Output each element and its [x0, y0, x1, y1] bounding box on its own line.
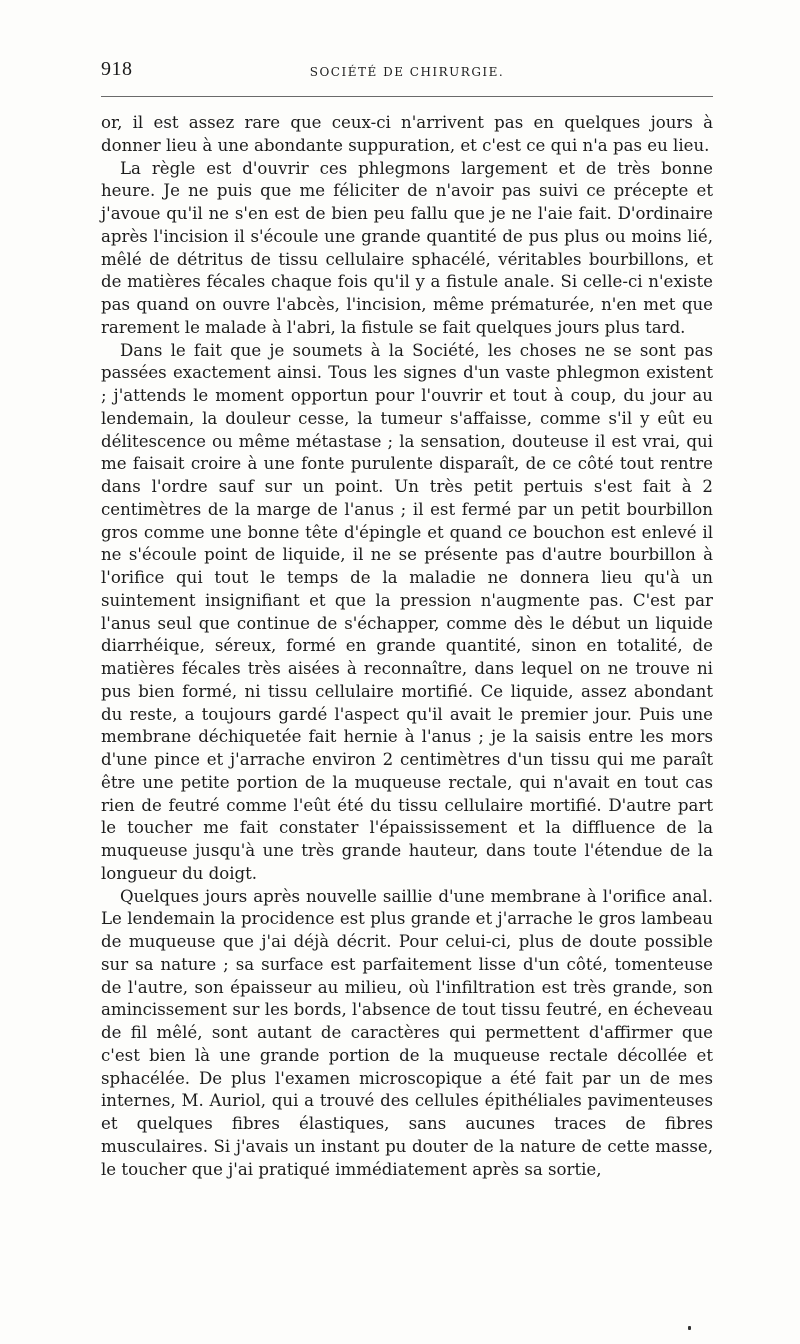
- header-rule: [101, 96, 713, 97]
- paragraph-4: Quelques jours après nouvelle saillie d'une membrane à l'orifice anal. Le lendemain la procidence est plus grande et j'arrache le gros lambeau de muqueuse que j'ai déjà décrit. Pour celui-ci, plus de doute possible sur sa nature ; sa surface est parfaitement lisse d'un côté, tomenteuse de l'autre, son épaisseur au milieu, où l'infiltration est très grande, son amincissement sur les bords, l'absence de tout tissu feutré, en écheveau de fil mêlé, sont autant de caractères qui permettent d'affirmer que c'est bien là une grande portion de la muqueuse rectale décollée et sphacélée. De plus l'examen microscopique a été fait par un de mes internes, M. Auriol, qui a trouvé des cellules épithéliales pavimenteuses et quelques fibres élastiques, sans aucunes traces de fibres musculaires. Si j'avais un instant pu douter de la nature de cette masse, le toucher que j'ai pratiqué immédiatement après sa sortie,: [101, 886, 713, 1179]
- paragraph-1: or, il est assez rare que ceux-ci n'arrivent pas en quelques jours à donner lieu à une abondante suppuration, et c'est ce qui n'a pas eu lieu.: [101, 113, 713, 155]
- paragraph-2: La règle est d'ouvrir ces phlegmons largement et de très bonne heure. Je ne puis que me féliciter de n'avoir pas suivi ce précepte et j'avoue qu'il ne s'en est de bien peu fallu que je ne l'aie fait. D'ordinaire après l'incision il s'écoule une grande quantité de pus plus ou moins lié, mêlé de détritus de tissu cellulaire sphacélé, véritables bourbillons, et de matières fécales chaque fois qu'il y a fistule anale. Si celle-ci n'existe pas quand on ouvre l'abcès, l'incision, même prématurée, n'en met que rarement le malade à l'abri, la fistule se fait quelques jours plus tard.: [101, 158, 713, 337]
- paragraph-3: Dans le fait que je soumets à la Société, les choses ne se sont pas passées exactement ainsi. Tous les signes d'un vaste phlegmon existent ; j'attends le moment opportun pour l'ouvrir et tout à coup, du jour au lendemain, la douleur cesse, la tumeur s'affaisse, comme s'il y eût eu délitescence ou même métastase ; la sensation, douteuse il est vrai, qui me faisait croire à une fonte purulente disparaît, de ce côté tout rentre dans l'ordre sauf sur un point. Un très petit pertuis s'est fait à 2 centimètres de la marge de l'anus ; il est fermé par un petit bourbillon gros comme une bonne tête d'épingle et quand ce bouchon est enlevé il ne s'écoule point de liquide, il ne se présente pas d'autre bourbillon à l'orifice qui tout le temps de la maladie ne donnera lieu qu'à un suintement insignifiant et que la pression n'augmente pas. C'est par l'anus seul que continue de s'échapper, comme dès le début un liquide diarrhéique, séreux, formé en grande quantité, sinon en totalité, de matières fécales très aisées à reconnaître, dans lequel on ne trouve ni pus bien formé, ni tissu cellulaire mortifié. Ce liquide, assez abondant du reste, a toujours gardé l'aspect qu'il avait le premier jour. Puis une membrane déchiquetée fait hernie à l'anus ; je la saisis entre les mors d'une pince et j'arrache environ 2 centimètres d'un tissu qui me paraît être une petite portion de la muqueuse rectale, qui n'avait en tout cas rien de feutré comme l'eût été du tissu cellulaire mortifié. D'autre part le toucher me fait constater l'épaississement et la diffluence de la muqueuse jusqu'à une très grande hauteur, dans toute l'étendue de la longueur du doigt.: [101, 340, 713, 883]
- body-text: [101, 112, 713, 1181]
- ink-speck: [688, 1326, 691, 1330]
- running-title: SOCIÉTÉ DE CHIRURGIE.: [309, 65, 505, 79]
- page-number: 918: [101, 58, 133, 80]
- page-header: [101, 58, 713, 88]
